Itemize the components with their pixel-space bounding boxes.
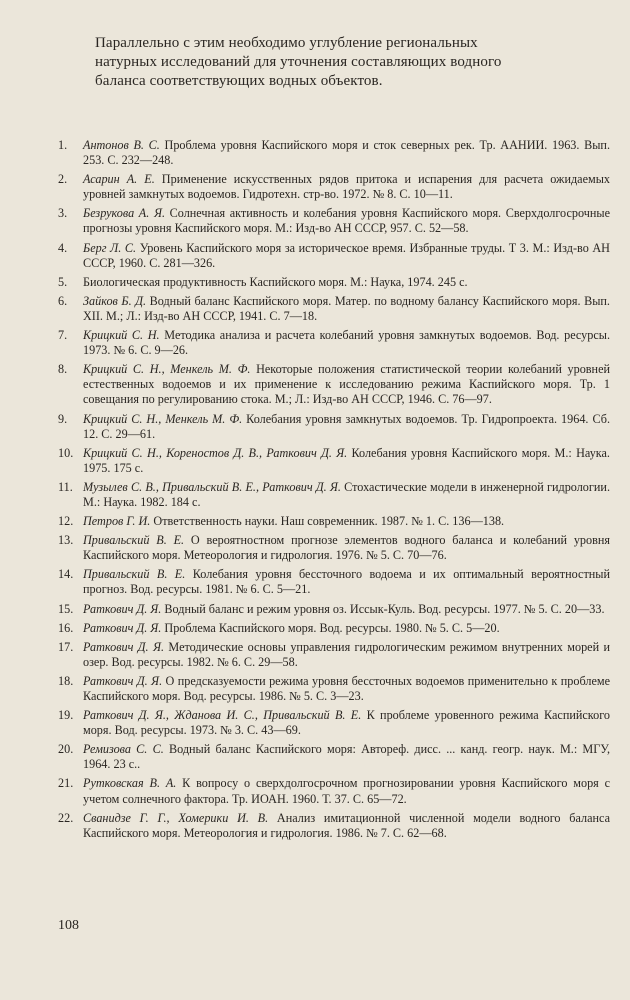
reference-number: 17. — [58, 639, 74, 654]
reference-number: 11. — [58, 479, 73, 494]
reference-author: Крицкий С. Н. — [83, 328, 160, 343]
reference-text: Применение искусственных рядов притока и испарения для расчета ожидаемых уровней замкнутых водоемов. Гидротехн. стр-во. 1972. № 8. С. 10—11. — [83, 172, 610, 202]
reference-item — [58, 294, 610, 324]
reference-text: Уровень Каспийского моря за историческое время. Избранные труды. Т 3. М.: Изд-во АН СССР, 1960. С. 281—326. — [83, 240, 610, 270]
reference-author: Ремизова С. С. — [83, 742, 164, 757]
reference-item — [58, 776, 610, 806]
reference-text: Методические основы управления гидрологическим режимом внутренних морей и озер. Вод. ресурсы. 1982. № 6. С. 29—58. — [83, 639, 610, 669]
reference-author: Раткович Д. Я., Жданова И. С., Привальский В. Е. — [83, 708, 362, 723]
reference-text: К проблеме уровенного режима Каспийского моря. Вод. ресурсы. 1973. № 3. С. 43—69. — [83, 708, 610, 738]
reference-text: Колебания уровня Каспийского моря. М.: Наука. 1975. 175 с. — [83, 445, 610, 475]
reference-number: 20. — [58, 742, 74, 757]
reference-text: Солнечная активность и колебания уровня Каспийского моря. Сверхдолгосрочные прогнозы уровня Каспийского моря. М.: Изд-во АН СССР, 957. С. 52—58. — [83, 206, 610, 236]
reference-list — [58, 138, 610, 845]
reference-body — [83, 533, 610, 563]
reference-author: Музылев С. В., Привальский В. Е., Раткович Д. Я. — [83, 479, 341, 494]
reference-body — [83, 328, 610, 358]
reference-number: 8. — [58, 362, 68, 377]
reference-number: 2. — [58, 172, 68, 187]
reference-item — [58, 514, 610, 529]
reference-number: 3. — [58, 206, 68, 221]
reference-number: 4. — [58, 240, 68, 255]
reference-text: Проблема уровня Каспийского моря и сток северных рек. Тр. ААНИИ. 1963. Вып. 253. С. 232—248. — [83, 138, 611, 168]
reference-item — [58, 567, 610, 597]
reference-author: Антонов В. С. — [83, 138, 160, 152]
reference-author: Сванидзе Г. Г., Хомерики И. В. — [83, 810, 269, 825]
reference-number: 10. — [58, 445, 74, 460]
reference-number: 12. — [58, 514, 74, 529]
reference-number: 15. — [58, 601, 74, 616]
reference-author: Крицкий С. Н., Менкель М. Ф. — [83, 411, 243, 426]
reference-body — [83, 138, 610, 168]
reference-item — [58, 172, 610, 202]
reference-body — [83, 742, 610, 772]
reference-number: 16. — [58, 620, 74, 635]
intro-line: Параллельно с этим необходимо углубление региональных — [95, 35, 478, 51]
reference-author: Крицкий С. Н., Менкель М. Ф. — [83, 362, 251, 377]
reference-number: 9. — [58, 411, 68, 426]
reference-body — [83, 362, 610, 407]
reference-body — [83, 206, 610, 236]
reference-body — [83, 708, 610, 738]
reference-text: О предсказуемости режима уровня бессточных водоемов применительно к проблеме Каспийского моря. Вод. ресурсы. 1986. № 5. С. 3—23. — [83, 673, 610, 703]
reference-number: 1. — [58, 138, 68, 152]
reference-item — [58, 241, 610, 271]
reference-item — [58, 480, 610, 510]
reference-item — [58, 275, 610, 290]
reference-number: 22. — [58, 810, 74, 825]
intro-line: баланса соответствующих водных объектов. — [95, 73, 383, 89]
reference-text: Некоторые положения статистической теории колебаний уровней естественных водоемов и их применение к исследованию режима Каспийского моря. Тр. 1 совещания по регулированию стока. М.; Л.: Изд-во АН СССР, 1946. С. 76—97. — [83, 362, 610, 407]
reference-text: Анализ имитационной численной модели водного баланса Каспийского моря. Метеорология и гидрология. 1986. № 7. С. 62—68. — [83, 810, 610, 840]
reference-number: 19. — [58, 708, 74, 723]
reference-body — [83, 640, 610, 670]
reference-author: Безрукова А. Я. — [83, 206, 165, 221]
reference-body — [83, 241, 610, 271]
reference-item — [58, 446, 610, 476]
reference-item — [58, 138, 610, 168]
reference-author: Крицкий С. Н., Кореностов Д. В., Раткович Д. Я. — [83, 445, 348, 460]
reference-item — [58, 674, 610, 704]
reference-author: Петров Г. И. — [83, 514, 151, 529]
reference-text: Колебания уровня бессточного водоема и их оптимальный вероятностный прогноз. Вод. ресурсы. 1981. № 6. С. 5—21. — [83, 567, 611, 597]
reference-item — [58, 811, 610, 841]
reference-author: Привальский В. Е. — [83, 533, 185, 548]
reference-text: Водный баланс и режим уровня оз. Иссык-Куль. Вод. ресурсы. 1977. № 5. С. 20—33. — [161, 601, 605, 616]
reference-item — [58, 742, 610, 772]
reference-number: 21. — [58, 776, 74, 791]
reference-text: К вопросу о сверхдолгосрочном прогнозировании уровня Каспийского моря с учетом солнечного фактора. Тр. ИОАН. 1960. Т. 37. С. 65—72. — [83, 776, 610, 806]
page-number: 108 — [58, 918, 79, 933]
reference-body — [83, 412, 610, 442]
reference-number: 6. — [58, 293, 68, 308]
reference-body — [83, 294, 610, 324]
reference-item — [58, 602, 610, 617]
reference-body — [83, 621, 610, 636]
reference-body — [83, 446, 610, 476]
reference-body — [83, 275, 610, 290]
reference-body — [83, 514, 610, 529]
reference-body — [83, 172, 610, 202]
reference-author: Раткович Д. Я. — [83, 601, 162, 616]
reference-body — [83, 602, 610, 617]
intro-line: натурных исследований для уточнения составляющих водного — [95, 54, 502, 70]
reference-text: Методика анализа и расчета колебаний уровня замкнутых водоемов. Вод. ресурсы. 1973. № 6. С. 9—26. — [83, 328, 610, 358]
reference-author: Раткович Д. Я. — [83, 620, 162, 635]
reference-body — [83, 674, 610, 704]
reference-item — [58, 328, 610, 358]
reference-text: О вероятностном прогнозе элементов водного баланса и колебаний уровня Каспийского моря. Метеорология и гидрология. 1976. № 5. С. 70—76. — [83, 533, 611, 563]
reference-text: Водный баланс Каспийского моря. Матер. по водному балансу Каспийского моря. Вып. XII. М.; Л.: Изд-во АН СССР, 1941. С. 7—18. — [83, 293, 610, 323]
reference-number: 5. — [58, 274, 68, 289]
reference-item — [58, 621, 610, 636]
reference-author: Привальский В. Е. — [83, 567, 186, 582]
reference-item — [58, 640, 610, 670]
reference-author: Зайков Б. Д. — [83, 293, 147, 308]
reference-number: 7. — [58, 328, 68, 343]
reference-body — [83, 776, 610, 806]
reference-author: Раткович Д. Я. — [83, 639, 165, 654]
reference-text: Колебания уровня замкнутых водоемов. Тр. Гидропроекта. 1964. Сб. 12. С. 29—61. — [83, 411, 610, 441]
reference-author: Асарин А. Е. — [83, 172, 155, 187]
reference-body — [83, 480, 610, 510]
reference-text: Проблема Каспийского моря. Вод. ресурсы. 1980. № 5. С. 5—20. — [161, 620, 500, 635]
reference-number: 13. — [58, 533, 74, 548]
reference-item — [58, 533, 610, 563]
reference-author: Рутковская В. А. — [83, 776, 177, 791]
reference-author: Раткович Д. Я. — [83, 673, 163, 688]
reference-item — [58, 362, 610, 407]
reference-author: Берг Л. С. — [83, 240, 137, 255]
reference-text: Стохастические модели в инженерной гидрологии. М.: Наука. 1982. 184 с. — [83, 479, 610, 509]
reference-item — [58, 412, 610, 442]
reference-item — [58, 708, 610, 738]
reference-text: Водный баланс Каспийского моря: Автореф. дисс. ... канд. геогр. наук. М.: МГУ, 1964. 23 с.. — [83, 742, 610, 772]
reference-body — [83, 567, 610, 597]
reference-text: Биологическая продуктивность Каспийского моря. М.: Наука, 1974. 245 с. — [83, 274, 468, 289]
reference-number: 18. — [58, 673, 74, 688]
reference-text: Ответственность науки. Наш современник. 1987. № 1. С. 136—138. — [150, 514, 505, 529]
reference-item — [58, 206, 610, 236]
reference-number: 14. — [58, 567, 74, 582]
intro-paragraph — [95, 34, 605, 91]
reference-body — [83, 811, 610, 841]
